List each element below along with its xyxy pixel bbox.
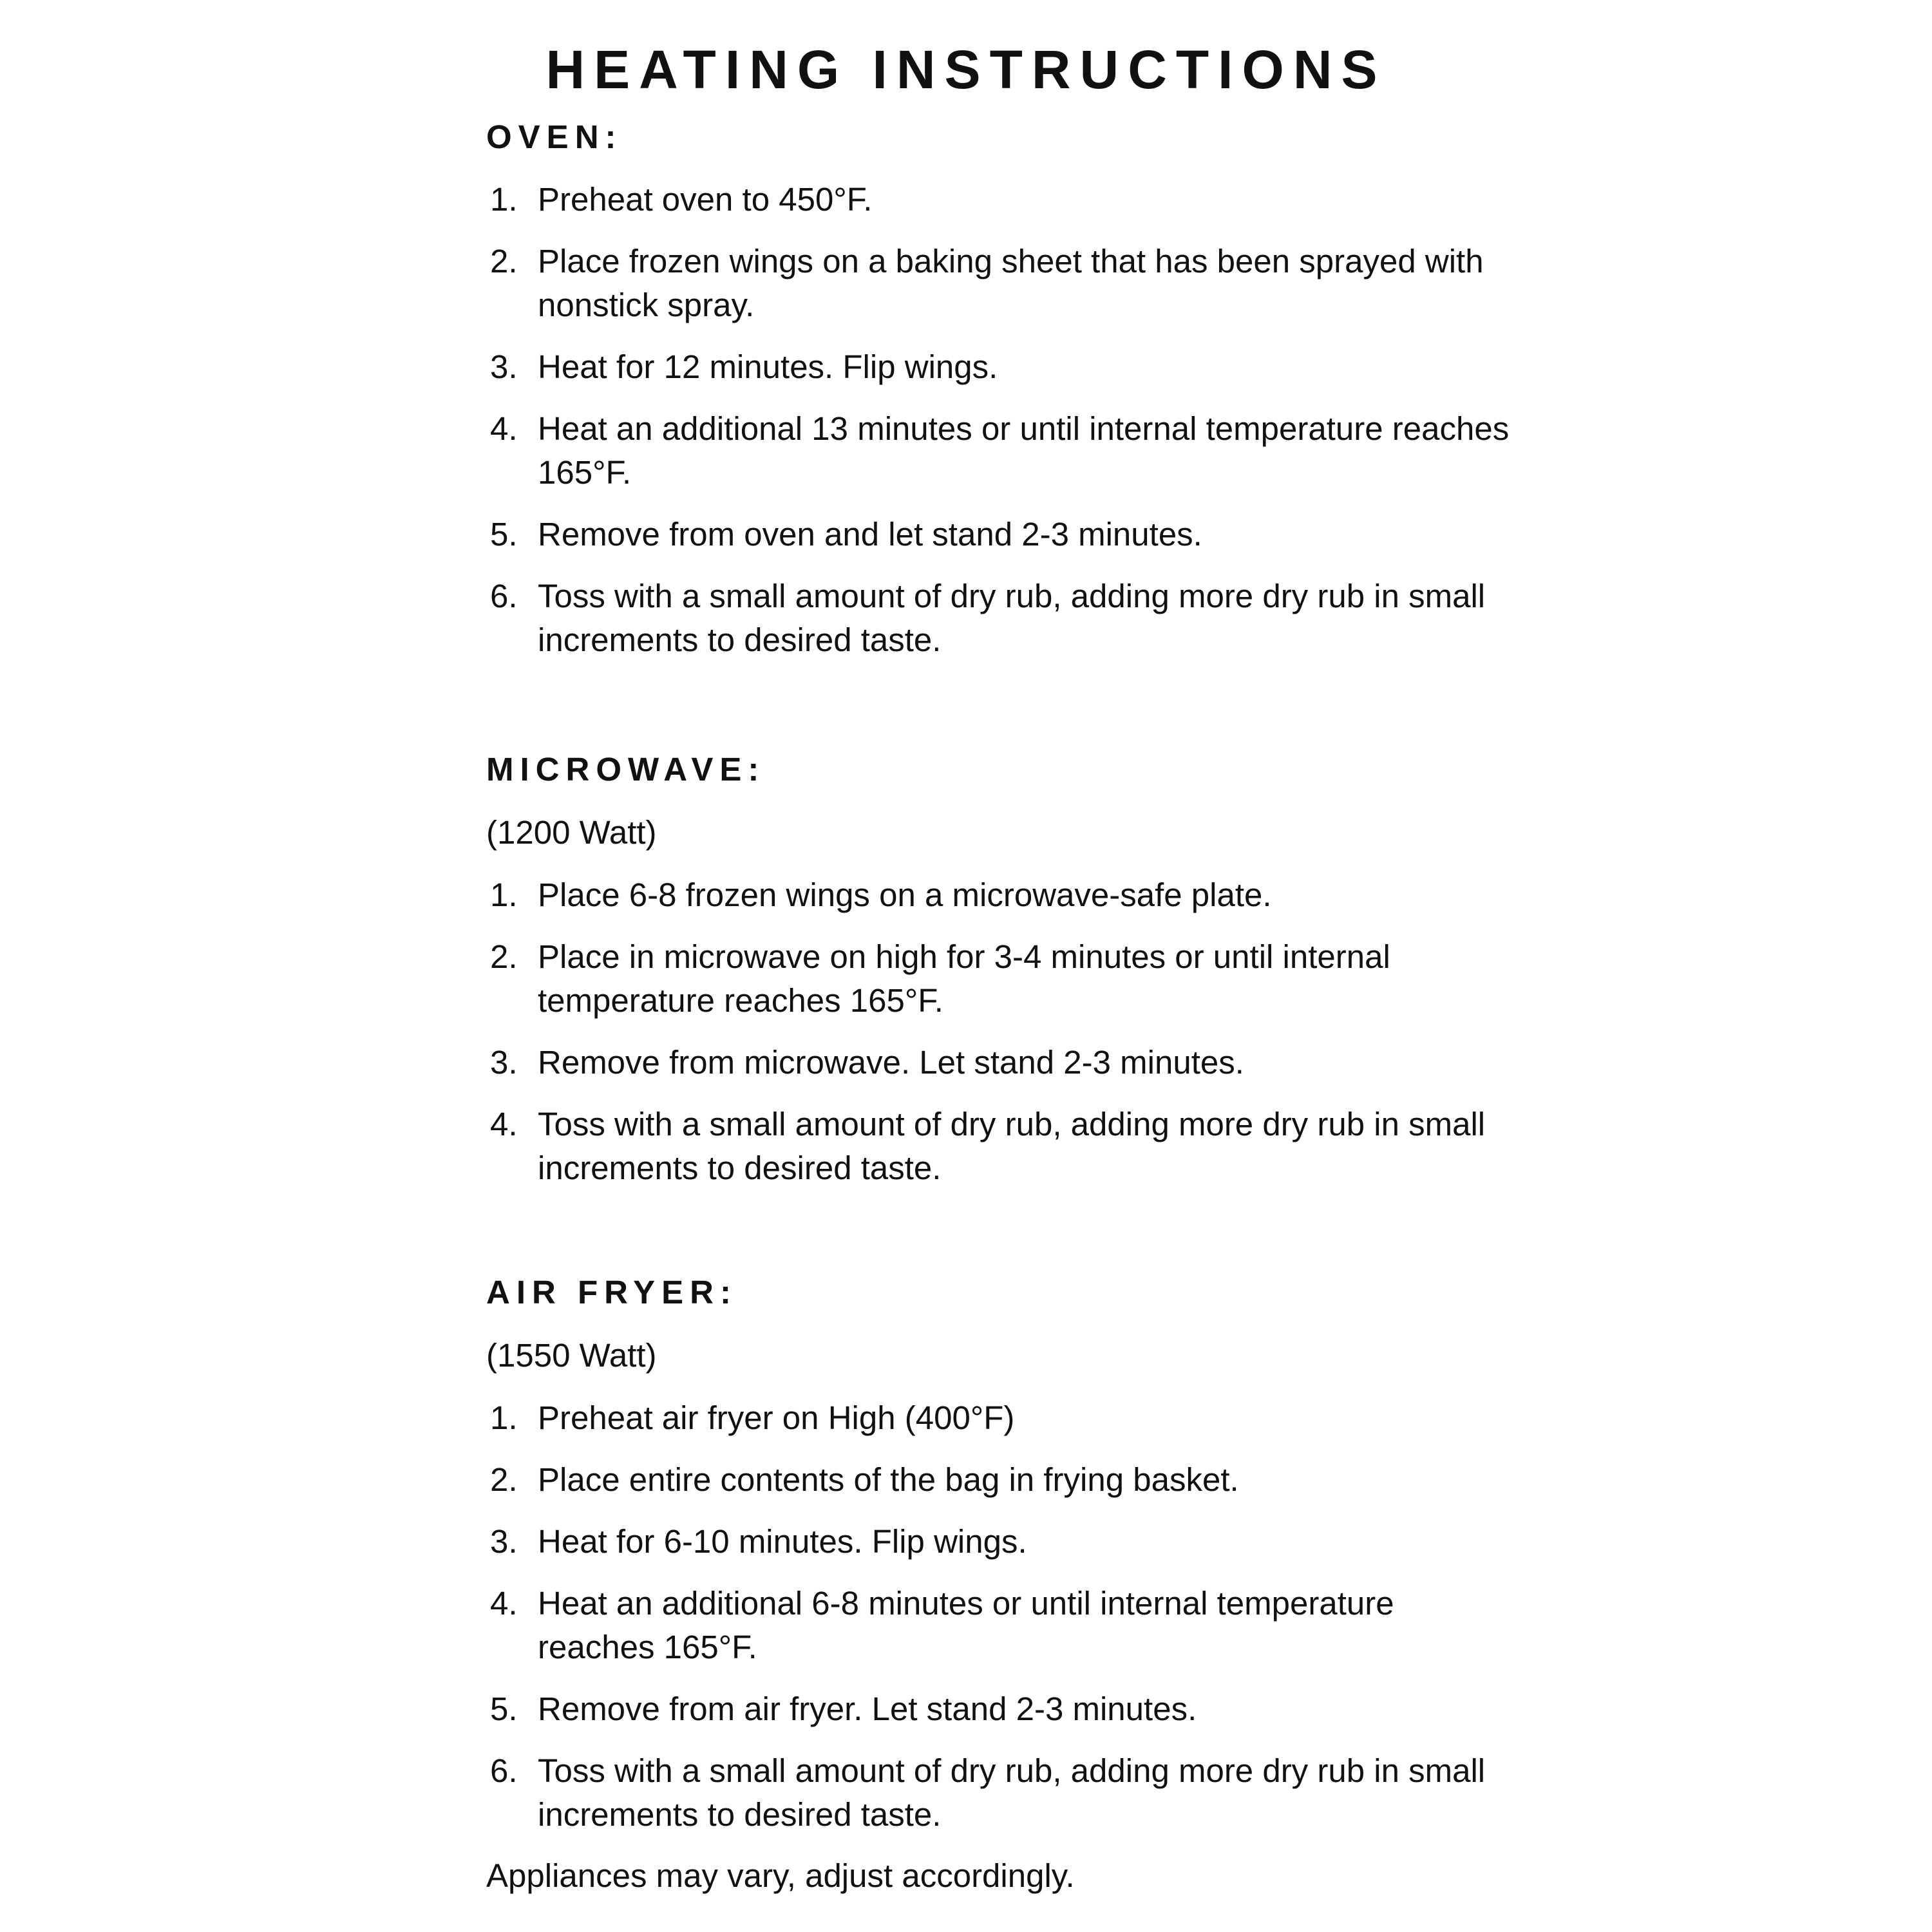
microwave-step-4 — [486, 1103, 1517, 1190]
step-number: 1. — [490, 1399, 518, 1436]
step-text: Place in microwave on high for 3-4 minutes or until internal temperature reaches 165°F. — [538, 938, 1390, 1019]
step-text: Heat for 6-10 minutes. Flip wings. — [538, 1523, 1027, 1560]
step-text: Place 6-8 frozen wings on a microwave-safe plate. — [538, 876, 1272, 913]
step-text: Remove from oven and let stand 2-3 minutes. — [538, 516, 1202, 553]
microwave-step-1 — [486, 873, 1517, 917]
step-text: Heat for 12 minutes. Flip wings. — [538, 348, 998, 385]
microwave-step-2 — [486, 935, 1517, 1023]
step-number: 3. — [490, 1044, 518, 1081]
step-number: 2. — [490, 1461, 518, 1498]
step-text: Heat an additional 6-8 minutes or until internal temperature reaches 165°F. — [538, 1585, 1394, 1665]
step-text: Heat an additional 13 minutes or until internal temperature reaches 165°F. — [538, 410, 1510, 491]
step-number: 4. — [490, 1585, 518, 1622]
microwave-step-3 — [486, 1041, 1517, 1084]
step-number: 6. — [490, 1752, 518, 1789]
oven-steps-list — [486, 178, 1517, 662]
microwave-steps-list — [486, 873, 1517, 1190]
step-number: 2. — [490, 243, 518, 279]
step-text: Place frozen wings on a baking sheet that has been sprayed with nonstick spray. — [538, 243, 1484, 323]
microwave-section — [486, 747, 1517, 1190]
air-fryer-section — [486, 1270, 1517, 1837]
step-number: 3. — [490, 348, 518, 385]
step-text: Toss with a small amount of dry rub, adding more dry rub in small increments to desired taste. — [538, 1752, 1486, 1833]
oven-step-3 — [486, 345, 1517, 389]
step-number: 1. — [490, 181, 518, 218]
microwave-heading: MICROWAVE: — [486, 751, 766, 788]
air-fryer-step-5 — [486, 1687, 1517, 1731]
step-number: 6. — [490, 578, 518, 614]
step-number: 1. — [490, 876, 518, 913]
oven-step-1 — [486, 178, 1517, 222]
step-number: 3. — [490, 1523, 518, 1560]
oven-step-4 — [486, 407, 1517, 495]
air-fryer-step-4 — [486, 1582, 1517, 1669]
oven-step-5 — [486, 513, 1517, 556]
step-text: Toss with a small amount of dry rub, adding more dry rub in small increments to desired taste. — [538, 578, 1486, 658]
step-number: 5. — [490, 516, 518, 553]
page-title: HEATING INSTRUCTIONS — [545, 39, 1387, 100]
air-fryer-step-6 — [486, 1749, 1517, 1837]
oven-step-6 — [486, 574, 1517, 662]
oven-step-2 — [486, 240, 1517, 327]
air-fryer-wattage: (1550 Watt) — [486, 1337, 657, 1374]
air-fryer-steps-list — [486, 1396, 1517, 1837]
air-fryer-step-3 — [486, 1520, 1517, 1564]
step-text: Remove from air fryer. Let stand 2-3 minutes. — [538, 1690, 1197, 1727]
oven-section — [486, 115, 1517, 662]
air-fryer-heading: AIR FRYER: — [486, 1274, 737, 1311]
step-text: Place entire contents of the bag in frying basket. — [538, 1461, 1239, 1498]
step-number: 4. — [490, 1106, 518, 1142]
air-fryer-step-2 — [486, 1458, 1517, 1502]
step-text: Preheat air fryer on High (400°F) — [538, 1399, 1015, 1436]
step-number: 5. — [490, 1690, 518, 1727]
air-fryer-step-1 — [486, 1396, 1517, 1440]
step-text: Toss with a small amount of dry rub, adding more dry rub in small increments to desired taste. — [538, 1106, 1486, 1186]
step-number: 4. — [490, 410, 518, 447]
microwave-wattage: (1200 Watt) — [486, 814, 657, 851]
step-text: Preheat oven to 450°F. — [538, 181, 873, 218]
footer-note: Appliances may vary, adjust accordingly. — [486, 1857, 1075, 1894]
oven-heading: OVEN: — [486, 118, 623, 155]
step-number: 2. — [490, 938, 518, 975]
step-text: Remove from microwave. Let stand 2-3 minutes. — [538, 1044, 1244, 1081]
